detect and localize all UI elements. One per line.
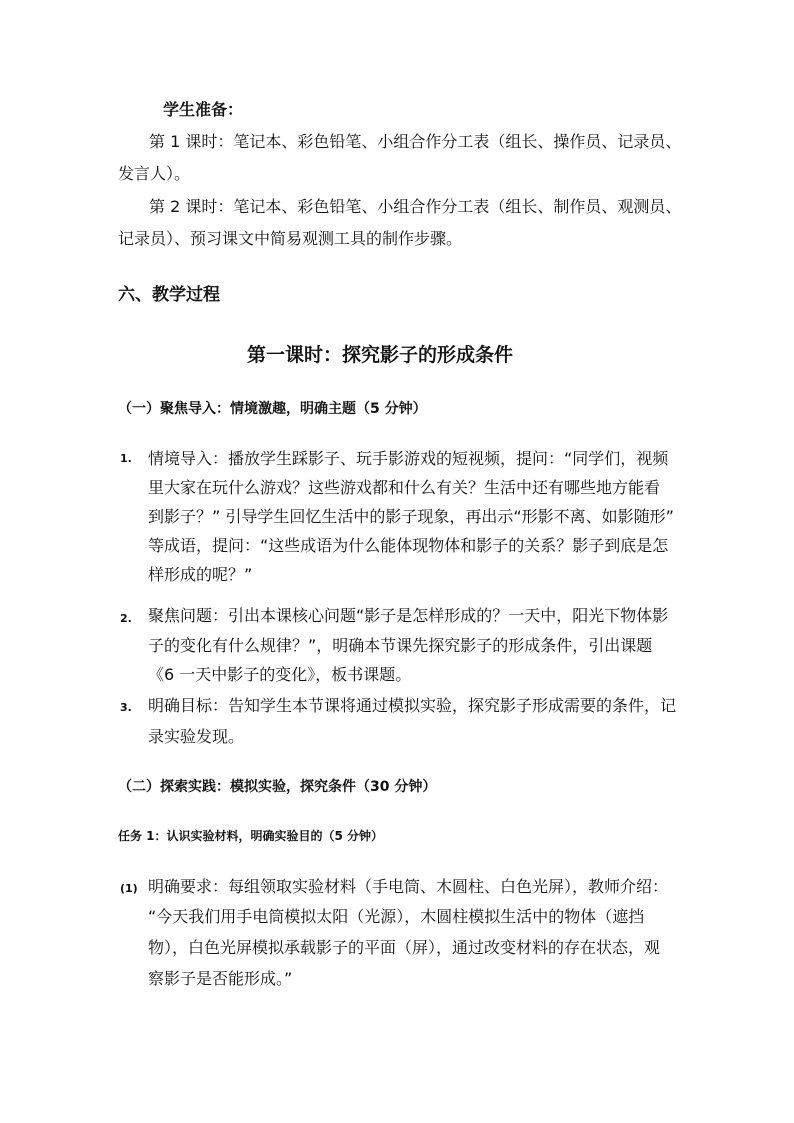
list-item-line: 《6 一天中影子的变化》，板书课题。 — [148, 665, 412, 684]
list-item-line: 样形成的呢？” — [148, 565, 253, 584]
prep-heading: 学生准备： — [163, 100, 244, 119]
prep-lesson2-line1: 第 2 课时：笔记本、彩色铅笔、小组合作分工表（组长、制作员、观测员、 — [149, 197, 682, 216]
list-item-line: 子的变化有什么规律？”，明确本节课先探究影子的形成条件，引出课题 — [148, 636, 653, 655]
prep-lesson2-line2: 记录员）、预习课文中简易观测工具的制作步骤。 — [118, 229, 463, 248]
list-number: 3. — [120, 701, 132, 714]
list-item-line: 录实验发现。 — [148, 727, 245, 746]
list-item-line: 物），白色光屏模拟承载影子的平面（屏），通过改变材料的存在状态，观 — [148, 938, 661, 957]
part2-heading: （二）探索实践：模拟实验，探究条件（30 分钟） — [118, 779, 437, 795]
section-heading: 六、教学过程 — [118, 285, 220, 305]
task1-heading: 任务 1：认识实验材料，明确实验目的（5 分钟） — [118, 829, 384, 843]
list-item-line: 明确要求：每组领取实验材料（手电筒、木圆柱、白色光屏），教师介绍： — [148, 877, 669, 896]
list-item-line: 察影子是否能形成。” — [148, 969, 293, 988]
list-item-line: 到影子？” 引导学生回忆生活中的影子现象，再出示“形影不离、如影随形” — [148, 507, 674, 526]
part1-heading: （一）聚焦导入：情境激趣，明确主题（5 分钟） — [118, 401, 427, 417]
prep-lesson1-line2: 发言人）。 — [118, 164, 191, 183]
prep-lesson1-line1: 第 1 课时：笔记本、彩色铅笔、小组合作分工表（组长、操作员、记录员、 — [149, 132, 682, 151]
list-item-line: 里大家在玩什么游戏？这些游戏都和什么有关？生活中还有哪些地方能看 — [148, 478, 661, 497]
list-item-line: “今天我们用手电筒模拟太阳（光源），木圆柱模拟生活中的物体（遮挡 — [148, 907, 645, 926]
list-item-line: 情境导入：播放学生踩影子、玩手影游戏的短视频，提问：“同学们，视频 — [148, 449, 669, 468]
list-item-line: 聚焦问题：引出本课核心问题“影子是怎样形成的？一天中，阳光下物体影 — [148, 606, 669, 625]
list-number: (1) — [120, 882, 138, 895]
list-number: 1. — [120, 452, 132, 465]
list-item-line: 明确目标：告知学生本节课将通过模拟实验，探究影子形成需要的条件，记 — [148, 696, 677, 715]
list-number: 2. — [120, 612, 132, 625]
list-item-line: 等成语，提问：“这些成语为什么能体现物体和影子的关系？影子到底是怎 — [148, 536, 669, 555]
lesson-title: 第一课时：探究影子的形成条件 — [247, 344, 514, 366]
